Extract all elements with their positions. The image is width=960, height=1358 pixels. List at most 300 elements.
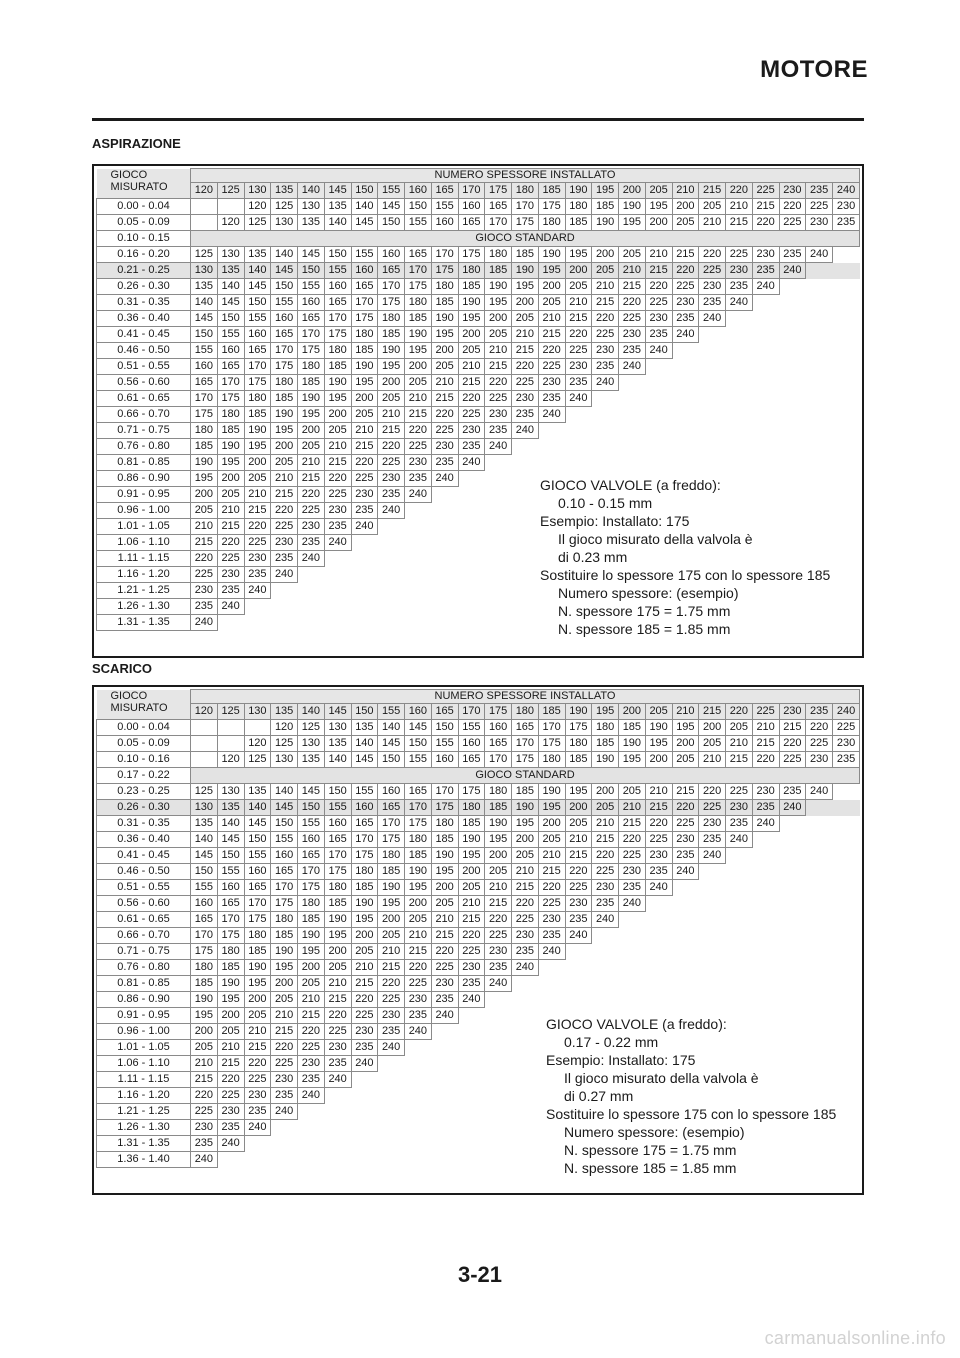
shim-cell: 210 <box>538 848 565 864</box>
empty-cell <box>779 375 806 391</box>
empty-cell <box>378 1152 405 1168</box>
installed-shim-column-header: 120 <box>191 183 218 199</box>
shim-cell: 165 <box>512 720 539 736</box>
shim-cell: 140 <box>217 816 244 832</box>
shim-cell: 165 <box>298 311 325 327</box>
shim-cell: 210 <box>431 375 458 391</box>
empty-cell <box>726 960 753 976</box>
measured-clearance-header-line: GIOCO <box>110 168 148 181</box>
empty-cell <box>672 944 699 960</box>
shim-cell: 145 <box>244 279 271 295</box>
empty-cell <box>726 423 753 439</box>
empty-cell <box>458 567 485 583</box>
blank-cell <box>217 199 244 215</box>
shim-cell: 210 <box>699 215 726 231</box>
shim-cell: 205 <box>324 960 351 976</box>
shim-cell: 190 <box>271 944 298 960</box>
table-row <box>97 375 860 391</box>
installed-shim-column-header: 225 <box>752 183 779 199</box>
empty-cell <box>779 343 806 359</box>
shim-cell: 240 <box>672 864 699 880</box>
shim-cell: 215 <box>779 720 806 736</box>
shim-cell: 140 <box>324 215 351 231</box>
shim-cell: 185 <box>217 423 244 439</box>
shim-cell: 240 <box>565 391 592 407</box>
shim-cell: 175 <box>298 343 325 359</box>
blank-cell <box>191 215 218 231</box>
shim-cell: 220 <box>191 551 218 567</box>
shim-cell: 230 <box>298 1056 325 1072</box>
shim-cell: 175 <box>378 832 405 848</box>
empty-cell <box>485 503 512 519</box>
empty-cell <box>779 407 806 423</box>
shim-cell: 210 <box>244 487 271 503</box>
empty-cell <box>779 976 806 992</box>
clearance-range-cell: 0.00 - 0.04 <box>97 720 191 736</box>
shim-cell: 185 <box>351 343 378 359</box>
empty-cell <box>672 912 699 928</box>
shim-cell: 225 <box>351 471 378 487</box>
shim-cell: 225 <box>726 247 753 263</box>
shim-cell: 155 <box>351 247 378 263</box>
table-row <box>97 215 860 231</box>
shim-cell: 155 <box>405 215 432 231</box>
shim-cell: 155 <box>271 295 298 311</box>
shim-cell: 225 <box>672 816 699 832</box>
shim-cell: 185 <box>431 832 458 848</box>
empty-cell <box>378 1104 405 1120</box>
shim-cell: 165 <box>324 295 351 311</box>
empty-cell <box>699 912 726 928</box>
empty-cell <box>699 896 726 912</box>
empty-cell <box>565 992 592 1008</box>
shim-cell: 170 <box>324 848 351 864</box>
empty-cell <box>298 583 325 599</box>
empty-cell <box>405 1040 432 1056</box>
shim-cell: 175 <box>324 327 351 343</box>
empty-cell <box>833 391 860 407</box>
empty-cell <box>619 928 646 944</box>
clearance-range-cell: 0.61 - 0.65 <box>97 912 191 928</box>
clearance-range-cell: 1.31 - 1.35 <box>97 1136 191 1152</box>
empty-cell <box>512 503 539 519</box>
shim-cell: 225 <box>431 423 458 439</box>
shim-cell: 240 <box>244 1120 271 1136</box>
shim-cell: 185 <box>217 960 244 976</box>
empty-cell <box>645 896 672 912</box>
empty-cell <box>431 519 458 535</box>
empty-cell <box>431 1088 458 1104</box>
shim-cell: 220 <box>298 1024 325 1040</box>
installed-shim-column-header: 135 <box>271 183 298 199</box>
empty-cell <box>485 1088 512 1104</box>
shim-cell: 240 <box>806 247 833 263</box>
shim-cell: 195 <box>538 800 565 816</box>
table-row <box>97 992 860 1008</box>
shim-cell: 210 <box>565 295 592 311</box>
shim-cell: 240 <box>726 832 753 848</box>
shim-cell: 185 <box>592 736 619 752</box>
empty-cell <box>645 375 672 391</box>
shim-cell: 235 <box>699 832 726 848</box>
installed-shim-column-header: 175 <box>485 183 512 199</box>
shim-cell: 130 <box>191 263 218 279</box>
exhaust-note <box>546 1015 836 1177</box>
shim-cell: 205 <box>405 375 432 391</box>
shim-cell: 190 <box>271 407 298 423</box>
shim-cell: 185 <box>565 752 592 768</box>
shim-cell: 215 <box>512 880 539 896</box>
intake-shim-table-panel <box>92 164 864 658</box>
shim-cell: 160 <box>298 295 325 311</box>
empty-cell <box>485 1040 512 1056</box>
empty-cell <box>779 912 806 928</box>
empty-cell <box>538 976 565 992</box>
empty-cell <box>458 1120 485 1136</box>
blank-cell <box>191 736 218 752</box>
empty-cell <box>592 455 619 471</box>
shim-cell: 220 <box>431 407 458 423</box>
empty-cell <box>779 359 806 375</box>
shim-cell: 190 <box>458 832 485 848</box>
shim-cell: 160 <box>244 327 271 343</box>
shim-cell: 165 <box>271 327 298 343</box>
table-row <box>97 848 860 864</box>
shim-cell: 235 <box>298 535 325 551</box>
empty-cell <box>779 832 806 848</box>
shim-cell: 170 <box>298 864 325 880</box>
clearance-range-cell: 0.96 - 1.00 <box>97 1024 191 1040</box>
shim-cell: 200 <box>351 391 378 407</box>
empty-cell <box>833 615 860 631</box>
shim-cell: 195 <box>298 944 325 960</box>
shim-cell: 160 <box>191 896 218 912</box>
shim-cell: 215 <box>485 896 512 912</box>
empty-cell <box>592 391 619 407</box>
shim-cell: 200 <box>217 1008 244 1024</box>
shim-cell: 240 <box>538 407 565 423</box>
shim-cell: 150 <box>298 800 325 816</box>
shim-cell: 235 <box>244 1104 271 1120</box>
shim-cell: 130 <box>217 784 244 800</box>
empty-cell <box>538 455 565 471</box>
shim-cell: 220 <box>565 327 592 343</box>
empty-cell <box>752 327 779 343</box>
installed-shim-column-header: 210 <box>672 183 699 199</box>
shim-cell: 165 <box>244 343 271 359</box>
shim-cell: 220 <box>485 375 512 391</box>
shim-cell: 200 <box>298 960 325 976</box>
shim-cell: 235 <box>726 279 753 295</box>
shim-cell: 165 <box>271 864 298 880</box>
clearance-range-cell: 0.56 - 0.60 <box>97 375 191 391</box>
shim-cell: 230 <box>351 1024 378 1040</box>
installed-shim-column-header: 150 <box>351 704 378 720</box>
empty-cell <box>806 311 833 327</box>
empty-cell <box>565 455 592 471</box>
table-row <box>97 720 860 736</box>
shim-cell: 195 <box>405 343 432 359</box>
shim-cell: 205 <box>699 199 726 215</box>
empty-cell <box>458 599 485 615</box>
empty-cell <box>699 327 726 343</box>
shim-cell: 180 <box>271 375 298 391</box>
shim-cell: 235 <box>565 912 592 928</box>
shim-cell: 215 <box>431 391 458 407</box>
shim-cell: 200 <box>351 928 378 944</box>
empty-cell <box>431 551 458 567</box>
shim-cell: 225 <box>485 391 512 407</box>
empty-cell <box>378 1088 405 1104</box>
clearance-range-cell: 1.16 - 1.20 <box>97 567 191 583</box>
shim-cell: 210 <box>458 359 485 375</box>
empty-cell <box>645 960 672 976</box>
shim-cell: 230 <box>431 976 458 992</box>
shim-cell: 220 <box>431 944 458 960</box>
shim-cell: 135 <box>244 784 271 800</box>
standard-clearance-cell: GIOCO STANDARD <box>191 231 860 247</box>
shim-cell: 170 <box>485 215 512 231</box>
shim-cell: 190 <box>405 864 432 880</box>
empty-cell <box>779 279 806 295</box>
shim-cell: 150 <box>217 848 244 864</box>
shim-cell: 240 <box>699 848 726 864</box>
installed-shim-column-header: 200 <box>619 183 646 199</box>
shim-cell: 210 <box>217 503 244 519</box>
shim-cell: 200 <box>672 199 699 215</box>
empty-cell <box>512 1152 539 1168</box>
shim-cell: 240 <box>672 327 699 343</box>
empty-cell <box>672 928 699 944</box>
clearance-range-cell: 0.05 - 0.09 <box>97 736 191 752</box>
shim-cell: 215 <box>565 848 592 864</box>
shim-cell: 170 <box>244 896 271 912</box>
shim-cell: 220 <box>672 800 699 816</box>
shim-cell: 180 <box>378 848 405 864</box>
clearance-range-cell: 0.00 - 0.04 <box>97 199 191 215</box>
shim-cell: 205 <box>298 976 325 992</box>
clearance-range-cell: 0.26 - 0.30 <box>97 800 191 816</box>
empty-cell <box>324 1136 351 1152</box>
shim-cell: 210 <box>485 343 512 359</box>
clearance-range-cell: 0.36 - 0.40 <box>97 832 191 848</box>
shim-cell: 235 <box>217 1120 244 1136</box>
shim-cell: 200 <box>244 992 271 1008</box>
shim-cell: 155 <box>405 752 432 768</box>
shim-cell: 135 <box>244 247 271 263</box>
empty-cell <box>485 1136 512 1152</box>
table-row <box>97 359 860 375</box>
shim-cell: 240 <box>191 615 218 631</box>
shim-cell: 215 <box>405 944 432 960</box>
shim-cell: 195 <box>431 327 458 343</box>
installed-shim-header: NUMERO SPESSORE INSTALLATO <box>191 169 860 183</box>
shim-cell: 190 <box>298 928 325 944</box>
shim-cell: 185 <box>271 391 298 407</box>
shim-cell: 160 <box>351 800 378 816</box>
shim-cell: 235 <box>324 519 351 535</box>
shim-cell: 185 <box>485 800 512 816</box>
shim-cell: 175 <box>271 359 298 375</box>
empty-cell <box>779 896 806 912</box>
shim-cell: 220 <box>779 199 806 215</box>
shim-cell: 200 <box>485 848 512 864</box>
clearance-range-cell: 0.56 - 0.60 <box>97 896 191 912</box>
empty-cell <box>512 551 539 567</box>
shim-cell: 165 <box>324 832 351 848</box>
shim-cell: 135 <box>324 199 351 215</box>
empty-cell <box>592 944 619 960</box>
shim-cell: 200 <box>324 407 351 423</box>
installed-shim-column-header: 190 <box>565 704 592 720</box>
empty-cell <box>806 343 833 359</box>
shim-cell: 205 <box>699 736 726 752</box>
shim-cell: 220 <box>217 535 244 551</box>
empty-cell <box>298 599 325 615</box>
table-row <box>97 752 860 768</box>
empty-cell <box>726 455 753 471</box>
shim-cell: 235 <box>779 784 806 800</box>
empty-cell <box>806 896 833 912</box>
empty-cell <box>485 1008 512 1024</box>
empty-cell <box>833 1088 860 1104</box>
shim-cell: 165 <box>405 784 432 800</box>
shim-cell: 220 <box>324 471 351 487</box>
empty-cell <box>806 912 833 928</box>
empty-cell <box>512 615 539 631</box>
shim-cell: 225 <box>619 848 646 864</box>
shim-cell: 160 <box>378 247 405 263</box>
shim-cell: 205 <box>726 720 753 736</box>
empty-cell <box>779 848 806 864</box>
note-line: 0.17 - 0.22 mm <box>564 1034 659 1050</box>
shim-cell: 240 <box>351 519 378 535</box>
shim-cell: 235 <box>645 864 672 880</box>
shim-cell: 120 <box>217 215 244 231</box>
empty-cell <box>378 583 405 599</box>
note-line: 0.10 - 0.15 mm <box>558 495 653 511</box>
shim-cell: 170 <box>378 279 405 295</box>
shim-cell: 205 <box>405 912 432 928</box>
empty-cell <box>485 992 512 1008</box>
shim-cell: 155 <box>244 848 271 864</box>
shim-cell: 140 <box>378 720 405 736</box>
shim-cell: 175 <box>191 407 218 423</box>
shim-cell: 185 <box>378 864 405 880</box>
shim-cell: 165 <box>351 279 378 295</box>
shim-cell: 180 <box>458 800 485 816</box>
empty-cell <box>485 1120 512 1136</box>
shim-cell: 210 <box>431 912 458 928</box>
empty-cell <box>485 1104 512 1120</box>
shim-cell: 215 <box>672 784 699 800</box>
empty-cell <box>726 896 753 912</box>
table-row <box>97 928 860 944</box>
shim-cell: 235 <box>351 1040 378 1056</box>
empty-cell <box>405 1056 432 1072</box>
empty-cell <box>431 503 458 519</box>
table-row <box>97 231 860 247</box>
measured-clearance-header <box>97 169 191 199</box>
empty-cell <box>806 976 833 992</box>
shim-cell: 190 <box>485 279 512 295</box>
shim-cell: 210 <box>405 928 432 944</box>
empty-cell <box>565 423 592 439</box>
empty-cell <box>485 455 512 471</box>
shim-cell: 195 <box>217 992 244 1008</box>
empty-cell <box>378 519 405 535</box>
shim-cell: 190 <box>619 199 646 215</box>
empty-cell <box>833 864 860 880</box>
shim-cell: 230 <box>806 752 833 768</box>
shim-cell: 225 <box>324 1024 351 1040</box>
shim-cell: 205 <box>217 487 244 503</box>
empty-cell <box>779 423 806 439</box>
shim-cell: 190 <box>592 215 619 231</box>
empty-cell <box>806 423 833 439</box>
table-row <box>97 896 860 912</box>
empty-cell <box>378 615 405 631</box>
empty-cell <box>833 599 860 615</box>
empty-cell <box>806 944 833 960</box>
shim-cell: 235 <box>351 503 378 519</box>
shim-cell: 210 <box>592 279 619 295</box>
empty-cell <box>512 1104 539 1120</box>
shim-cell: 200 <box>672 736 699 752</box>
note-line: Il gioco misurato della valvola è <box>558 531 753 547</box>
shim-cell: 180 <box>217 944 244 960</box>
shim-cell: 205 <box>538 295 565 311</box>
shim-cell: 215 <box>351 976 378 992</box>
shim-cell: 140 <box>191 295 218 311</box>
empty-cell <box>672 976 699 992</box>
shim-cell: 175 <box>351 848 378 864</box>
shim-cell: 150 <box>271 279 298 295</box>
shim-cell: 180 <box>191 960 218 976</box>
empty-cell <box>512 487 539 503</box>
shim-cell: 135 <box>324 736 351 752</box>
empty-cell <box>298 1136 325 1152</box>
shim-cell: 170 <box>217 375 244 391</box>
empty-cell <box>645 455 672 471</box>
shim-cell: 125 <box>271 736 298 752</box>
shim-cell: 235 <box>271 551 298 567</box>
shim-cell: 205 <box>485 327 512 343</box>
shim-cell: 215 <box>191 535 218 551</box>
shim-cell: 120 <box>217 752 244 768</box>
empty-cell <box>806 391 833 407</box>
shim-cell: 235 <box>752 800 779 816</box>
shim-cell: 180 <box>324 343 351 359</box>
empty-cell <box>645 391 672 407</box>
installed-shim-column-header: 140 <box>298 704 325 720</box>
shim-cell: 235 <box>244 567 271 583</box>
shim-cell: 210 <box>217 1040 244 1056</box>
note-line: Esempio: Installato: 175 <box>540 513 690 529</box>
shim-cell: 195 <box>351 912 378 928</box>
empty-cell <box>726 976 753 992</box>
empty-cell <box>485 535 512 551</box>
shim-cell: 145 <box>378 736 405 752</box>
empty-cell <box>699 375 726 391</box>
shim-cell: 190 <box>217 439 244 455</box>
shim-cell: 240 <box>458 455 485 471</box>
empty-cell <box>752 848 779 864</box>
shim-cell: 180 <box>351 327 378 343</box>
shim-cell: 180 <box>405 832 432 848</box>
shim-cell: 195 <box>324 928 351 944</box>
shim-cell: 210 <box>324 439 351 455</box>
